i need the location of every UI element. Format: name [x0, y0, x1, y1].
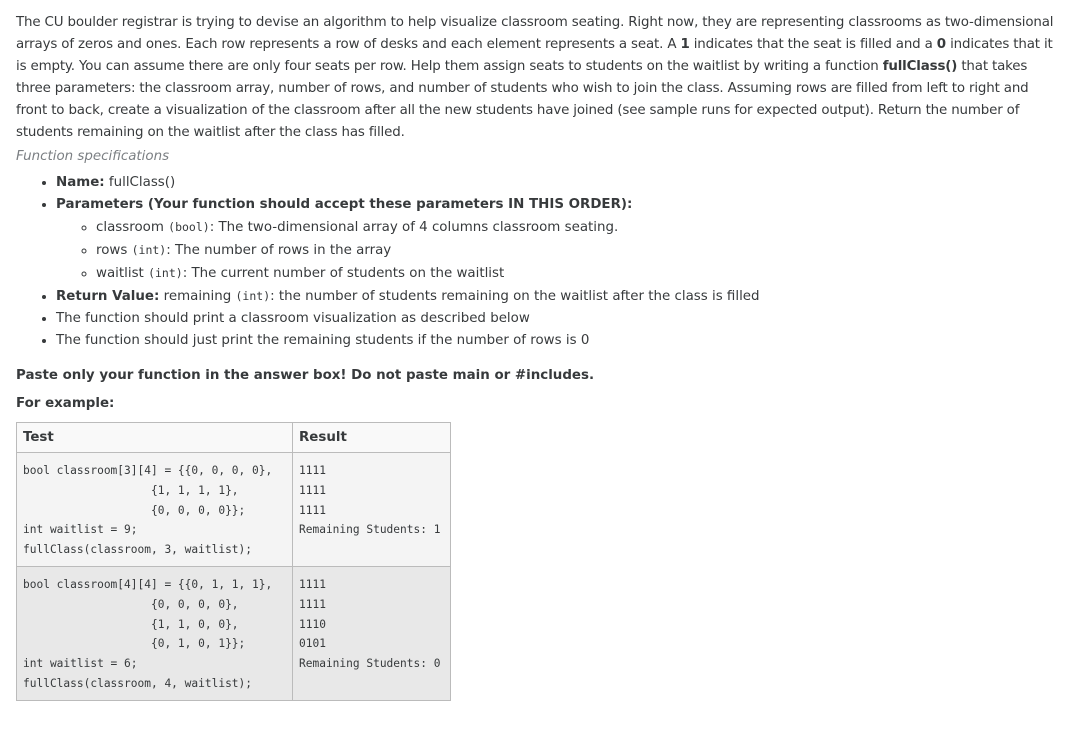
param-item: ◦ classroom (bool): The two-dimensional array of 4 columns classroom seating. — [96, 216, 1063, 239]
spec-heading: Function specifications — [16, 149, 170, 164]
intro-function-name: fullClass() — [882, 59, 958, 74]
spec-item-return: • Return Value: remaining (int): the number of students remaining on the waitlist after the class is filled — [56, 285, 1063, 308]
result-output: 1111 1111 1111 Remaining Students: 1 — [299, 464, 441, 537]
intro-text: indicates that the seat is filled and a — [689, 37, 937, 52]
problem-description — [16, 12, 1063, 144]
intro-text: that takes three parameters: the classroom array, number of rows, and number of students who wish to join the class. Assuming rows are filled from left to right and front to back, create a visualization of the classroom after all the new students have joined (see sample runs for expected output). Return the number of students remaining on the waitlist after the class has filled. — [16, 59, 1029, 140]
param-item: ◦ rows (int): The number of rows in the array — [96, 239, 1063, 262]
examples-table — [16, 422, 451, 701]
result-cell — [293, 453, 451, 567]
intro-text: indicates that it is empty. You can assume there are only four seats per row. Help them assign seats to students on the waitlist by writing a function — [16, 37, 1053, 74]
test-cell — [17, 566, 293, 700]
intro-one: 1 — [680, 37, 690, 52]
for-example-heading: For example: — [16, 396, 115, 411]
table-header-row — [17, 423, 451, 453]
intro-text: The CU boulder registrar is trying to devise an algorithm to help visualize classroom seating. Right now, they are representing classrooms as two-dimensional arrays of zeros and ones. Each row represents a row of desks and each element represents a seat. A — [16, 15, 1054, 52]
param-item: ◦ waitlist (int): The current number of students on the waitlist — [96, 262, 1063, 285]
paste-note: Paste only your function in the answer box! Do not paste main or #includes. — [16, 368, 595, 383]
intro-zero: 0 — [936, 37, 946, 52]
spec-item-note: • The function should just print the remaining students if the number of rows is 0 — [56, 330, 1063, 352]
parameter-list — [56, 216, 1063, 285]
spec-item-parameters: • Parameters (Your function should accept these parameters IN THIS ORDER): ◦ classroom (bool): The two-dimensional array of 4 columns classroom seating. ◦ rows (int): The number of rows in the array ◦ waitlist (int): The current number of students on the waitlist — [56, 194, 1063, 285]
test-cell — [17, 453, 293, 567]
header-test: Test — [17, 423, 293, 453]
result-cell — [293, 566, 451, 700]
test-code: bool classroom[3][4] = {{0, 0, 0, 0}, {1, 1, 1, 1}, {0, 0, 0, 0}}; int waitlist = 9; fullClass(classroom, 3, waitlist); — [23, 464, 273, 557]
header-result: Result — [293, 423, 451, 453]
spec-item-name: • Name: fullClass() — [56, 172, 1063, 194]
table-row — [17, 566, 451, 700]
test-code: bool classroom[4][4] = {{0, 1, 1, 1}, {0, 0, 0, 0}, {1, 1, 0, 0}, {0, 1, 0, 1}}; int waitlist = 6; fullClass(classroom, 4, waitlist); — [23, 577, 273, 690]
spec-list — [16, 172, 1063, 352]
spec-item-note: • The function should print a classroom visualization as described below — [56, 308, 1063, 330]
result-output: 1111 1111 1110 0101 Remaining Students: 0 — [299, 577, 441, 671]
table-row — [17, 453, 451, 567]
